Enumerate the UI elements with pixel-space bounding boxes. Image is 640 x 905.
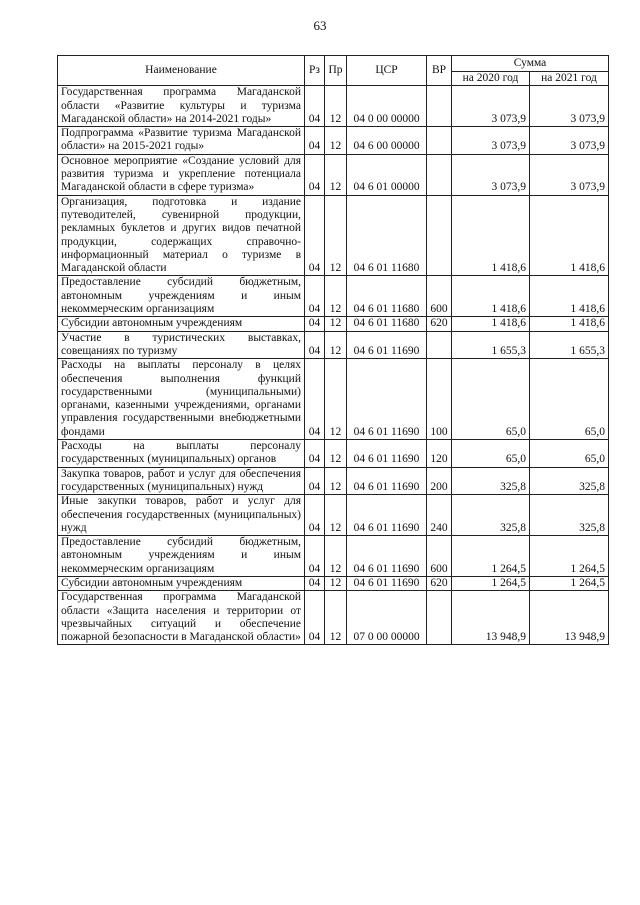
row-sum-2021: 1 418,6 bbox=[530, 317, 609, 331]
row-sum-2020: 325,8 bbox=[452, 467, 530, 495]
row-name: Иные закупки товаров, работ и услуг для обеспечения государственных (муниципальных) нужд bbox=[58, 495, 305, 536]
table-row bbox=[58, 127, 609, 155]
row-csr: 04 6 01 11690 bbox=[347, 359, 427, 440]
row-pr: 12 bbox=[325, 359, 347, 440]
row-sum-2021: 13 948,9 bbox=[530, 591, 609, 645]
row-sum-2020: 1 418,6 bbox=[452, 195, 530, 276]
row-vr bbox=[427, 195, 452, 276]
row-vr bbox=[427, 154, 452, 195]
row-csr: 04 6 00 00000 bbox=[347, 127, 427, 155]
row-csr: 04 0 00 00000 bbox=[347, 86, 427, 127]
table-row bbox=[58, 195, 609, 276]
table-row bbox=[58, 591, 609, 645]
row-sum-2020: 3 073,9 bbox=[452, 86, 530, 127]
row-sum-2021: 3 073,9 bbox=[530, 127, 609, 155]
row-pr: 12 bbox=[325, 317, 347, 331]
row-sum-2021: 1 655,3 bbox=[530, 331, 609, 359]
row-pr: 12 bbox=[325, 154, 347, 195]
row-vr: 100 bbox=[427, 359, 452, 440]
row-name: Участие в туристических выставках, совещаниях по туризму bbox=[58, 331, 305, 359]
row-vr: 600 bbox=[427, 276, 452, 317]
row-sum-2021: 1 418,6 bbox=[530, 195, 609, 276]
row-rz: 04 bbox=[305, 317, 325, 331]
row-vr bbox=[427, 86, 452, 127]
row-sum-2020: 325,8 bbox=[452, 495, 530, 536]
row-name: Государственная программа Магаданской области «Защита населения и территории от чрезвычайных ситуаций и обеспечение пожарной безопасности в Магаданской области» bbox=[58, 591, 305, 645]
row-rz: 04 bbox=[305, 359, 325, 440]
table-row bbox=[58, 536, 609, 577]
row-vr bbox=[427, 591, 452, 645]
row-sum-2021: 1 418,6 bbox=[530, 276, 609, 317]
row-name: Расходы на выплаты персоналу в целях обеспечения выполнения функций государственными (муниципальными) органами, казенными учреждениями, органами управления государственными внебюджетными фондами bbox=[58, 359, 305, 440]
row-name: Закупка товаров, работ и услуг для обеспечения государственных (муниципальных) нужд bbox=[58, 467, 305, 495]
header-vr: ВР bbox=[427, 56, 452, 86]
row-name: Расходы на выплаты персоналу государственных (муниципальных) органов bbox=[58, 440, 305, 468]
header-csr: ЦСР bbox=[347, 56, 427, 86]
row-pr: 12 bbox=[325, 576, 347, 590]
table-row bbox=[58, 359, 609, 440]
row-vr bbox=[427, 331, 452, 359]
row-name: Предоставление субсидий бюджетным, автономным учреждениям и иным некоммерческим организациям bbox=[58, 536, 305, 577]
table-row bbox=[58, 495, 609, 536]
row-sum-2020: 3 073,9 bbox=[452, 127, 530, 155]
row-csr: 04 6 01 11690 bbox=[347, 331, 427, 359]
row-csr: 04 6 01 11680 bbox=[347, 276, 427, 317]
table-row bbox=[58, 440, 609, 468]
row-name: Основное мероприятие «Создание условий для развития туризма и укрепление потенциала Магаданской области в сфере туризма» bbox=[58, 154, 305, 195]
row-sum-2020: 1 418,6 bbox=[452, 276, 530, 317]
table-body bbox=[58, 86, 609, 645]
row-name: Субсидии автономным учреждениям bbox=[58, 576, 305, 590]
row-rz: 04 bbox=[305, 536, 325, 577]
row-name: Предоставление субсидий бюджетным, автономным учреждениям и иным некоммерческим организациям bbox=[58, 276, 305, 317]
row-sum-2020: 1 264,5 bbox=[452, 576, 530, 590]
row-csr: 04 6 01 00000 bbox=[347, 154, 427, 195]
row-csr: 04 6 01 11680 bbox=[347, 195, 427, 276]
row-sum-2020: 65,0 bbox=[452, 359, 530, 440]
row-vr: 120 bbox=[427, 440, 452, 468]
row-rz: 04 bbox=[305, 331, 325, 359]
row-name: Субсидии автономным учреждениям bbox=[58, 317, 305, 331]
row-pr: 12 bbox=[325, 127, 347, 155]
header-rz: Рз bbox=[305, 56, 325, 86]
row-sum-2021: 325,8 bbox=[530, 467, 609, 495]
row-pr: 12 bbox=[325, 276, 347, 317]
row-sum-2021: 325,8 bbox=[530, 495, 609, 536]
row-sum-2020: 1 418,6 bbox=[452, 317, 530, 331]
row-pr: 12 bbox=[325, 86, 347, 127]
row-pr: 12 bbox=[325, 440, 347, 468]
header-year-2020: на 2020 год bbox=[452, 72, 530, 86]
row-csr: 07 0 00 00000 bbox=[347, 591, 427, 645]
row-vr: 240 bbox=[427, 495, 452, 536]
row-rz: 04 bbox=[305, 440, 325, 468]
row-csr: 04 6 01 11680 bbox=[347, 317, 427, 331]
row-rz: 04 bbox=[305, 576, 325, 590]
header-sum: Сумма bbox=[452, 56, 609, 72]
row-pr: 12 bbox=[325, 495, 347, 536]
row-rz: 04 bbox=[305, 127, 325, 155]
header-pr: Пр bbox=[325, 56, 347, 86]
page-number: 63 bbox=[313, 18, 327, 33]
row-csr: 04 6 01 11690 bbox=[347, 495, 427, 536]
row-pr: 12 bbox=[325, 536, 347, 577]
row-name: Подпрограмма «Развитие туризма Магаданской области» на 2015-2021 годы» bbox=[58, 127, 305, 155]
row-sum-2020: 3 073,9 bbox=[452, 154, 530, 195]
row-rz: 04 bbox=[305, 467, 325, 495]
row-sum-2021: 65,0 bbox=[530, 440, 609, 468]
table-row bbox=[58, 576, 609, 590]
row-name: Организация, подготовка и издание путеводителей, сувенирной продукции, рекламных буклетов и других видов печатной продукции, содержащих справочно- информационный материал о туризме в Магаданской области bbox=[58, 195, 305, 276]
row-sum-2021: 1 264,5 bbox=[530, 536, 609, 577]
row-csr: 04 6 01 11690 bbox=[347, 467, 427, 495]
table-row bbox=[58, 86, 609, 127]
budget-table bbox=[57, 55, 609, 645]
row-sum-2021: 3 073,9 bbox=[530, 86, 609, 127]
header-name: Наименование bbox=[58, 56, 305, 86]
table-row bbox=[58, 331, 609, 359]
row-rz: 04 bbox=[305, 154, 325, 195]
row-rz: 04 bbox=[305, 86, 325, 127]
row-pr: 12 bbox=[325, 467, 347, 495]
row-sum-2020: 1 264,5 bbox=[452, 536, 530, 577]
row-sum-2020: 13 948,9 bbox=[452, 591, 530, 645]
row-vr: 200 bbox=[427, 467, 452, 495]
row-sum-2020: 65,0 bbox=[452, 440, 530, 468]
row-rz: 04 bbox=[305, 591, 325, 645]
row-pr: 12 bbox=[325, 591, 347, 645]
table-row bbox=[58, 467, 609, 495]
row-pr: 12 bbox=[325, 331, 347, 359]
row-rz: 04 bbox=[305, 276, 325, 317]
row-name: Государственная программа Магаданской области «Развитие культуры и туризма Магаданской области» на 2014-2021 годы» bbox=[58, 86, 305, 127]
row-csr: 04 6 01 11690 bbox=[347, 536, 427, 577]
row-sum-2021: 3 073,9 bbox=[530, 154, 609, 195]
row-vr: 620 bbox=[427, 317, 452, 331]
row-rz: 04 bbox=[305, 195, 325, 276]
row-rz: 04 bbox=[305, 495, 325, 536]
table-row bbox=[58, 276, 609, 317]
table-row bbox=[58, 317, 609, 331]
row-vr: 600 bbox=[427, 536, 452, 577]
table-header bbox=[58, 56, 609, 86]
row-sum-2021: 1 264,5 bbox=[530, 576, 609, 590]
table-row bbox=[58, 154, 609, 195]
row-vr bbox=[427, 127, 452, 155]
row-csr: 04 6 01 11690 bbox=[347, 440, 427, 468]
row-vr: 620 bbox=[427, 576, 452, 590]
header-year-2021: на 2021 год bbox=[530, 72, 609, 86]
row-csr: 04 6 01 11690 bbox=[347, 576, 427, 590]
row-sum-2020: 1 655,3 bbox=[452, 331, 530, 359]
row-sum-2021: 65,0 bbox=[530, 359, 609, 440]
row-pr: 12 bbox=[325, 195, 347, 276]
